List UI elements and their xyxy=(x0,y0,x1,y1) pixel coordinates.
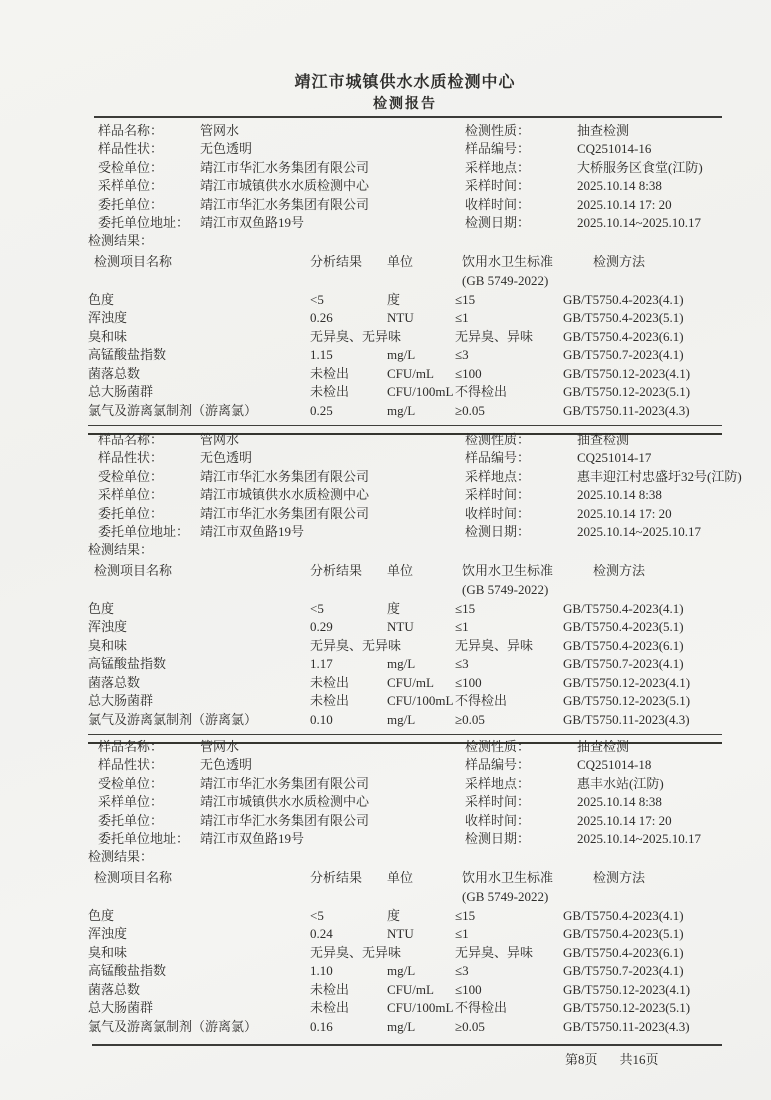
cell-result: <5 xyxy=(310,600,324,616)
cell-result: 0.16 xyxy=(310,1018,333,1034)
results-table xyxy=(88,907,722,1037)
info-value-right: CQ251014-17 xyxy=(577,450,652,466)
cell-standard: ≥0.05 xyxy=(455,1018,485,1034)
results-label: 检测结果： xyxy=(88,233,154,249)
cell-result: 0.29 xyxy=(310,619,333,635)
cell-unit: mg/L xyxy=(387,656,416,672)
cell-result: 未检出 xyxy=(310,693,350,709)
cell-standard: ≤1 xyxy=(455,310,469,326)
column-header-item: 检测项目名称 xyxy=(94,562,173,578)
cell-item-name: 臭和味 xyxy=(88,944,128,960)
column-header-result: 分析结果 xyxy=(310,562,363,578)
info-label-left: 采样单位： xyxy=(98,178,164,194)
info-value-left: 靖江市双鱼路19号 xyxy=(200,215,305,231)
cell-method: GB/T5750.7-2023(4.1) xyxy=(563,347,684,363)
cell-standard: 无异臭、异味 xyxy=(455,637,534,653)
cell-unit: CFU/mL xyxy=(387,981,434,997)
cell-method: GB/T5750.4-2023(6.1) xyxy=(563,328,684,344)
cell-standard: ≤15 xyxy=(455,907,476,923)
info-value-left: 靖江市双鱼路19号 xyxy=(200,831,305,847)
cell-unit xyxy=(387,637,455,656)
cell-method: GB/T5750.12-2023(5.1) xyxy=(563,384,691,400)
cell-method: GB/T5750.11-2023(4.3) xyxy=(563,711,690,727)
cell-standard: ≤15 xyxy=(455,600,476,616)
info-value-right: 2025.10.14~2025.10.17 xyxy=(577,831,702,847)
report-title: 靖江市城镇供水水质检测中心 xyxy=(294,74,516,91)
cell-unit: NTU xyxy=(387,310,414,326)
info-value-left: 靖江市华汇水务集团有限公司 xyxy=(200,775,370,791)
info-value-right: CQ251014-16 xyxy=(577,141,652,157)
table-bottom-rule xyxy=(88,734,722,735)
cell-item-name: 菌落总数 xyxy=(88,981,141,997)
column-header-unit: 单位 xyxy=(387,253,414,269)
cell-standard: ≤1 xyxy=(455,619,469,635)
table-header xyxy=(88,868,722,906)
cell-standard: 不得检出 xyxy=(455,384,508,400)
column-header-item: 检测项目名称 xyxy=(94,253,173,269)
cell-item-name: 浑浊度 xyxy=(88,619,128,635)
info-value-right: 2025.10.14 8:38 xyxy=(577,487,662,503)
column-header-method: 检测方法 xyxy=(593,562,646,578)
standard-title: 饮用水卫生标准 xyxy=(462,562,554,578)
cell-result: 未检出 xyxy=(310,1000,350,1016)
column-header-result: 分析结果 xyxy=(310,253,363,269)
info-value-right: 惠丰水站(江防) xyxy=(577,775,664,791)
info-label-right: 采样时间： xyxy=(465,178,531,194)
cell-item-name: 氯气及游离氯制剂（游离氯） xyxy=(88,402,258,418)
cell-result: 0.26 xyxy=(310,310,333,326)
sample-section-2 xyxy=(88,431,742,744)
report-subtitle: 检测报告 xyxy=(373,97,437,112)
column-header-standard xyxy=(455,561,563,599)
info-value-right: 2025.10.14 8:38 xyxy=(577,178,662,194)
info-label-right: 样品编号： xyxy=(465,141,531,157)
cell-method: GB/T5750.4-2023(4.1) xyxy=(563,907,684,923)
cell-item-name: 氯气及游离氯制剂（游离氯） xyxy=(88,1018,258,1034)
cell-item-name: 高锰酸盐指数 xyxy=(88,656,167,672)
cell-item-name: 色度 xyxy=(88,600,115,616)
cell-item-name: 菌落总数 xyxy=(88,365,141,381)
cell-unit xyxy=(387,328,455,347)
cell-item-name: 色度 xyxy=(88,291,115,307)
cell-method: GB/T5750.4-2023(6.1) xyxy=(563,637,684,653)
info-label-left: 受检单位： xyxy=(98,775,164,791)
cell-standard: ≤3 xyxy=(455,347,469,363)
results-label: 检测结果： xyxy=(88,542,154,558)
cell-method: GB/T5750.7-2023(4.1) xyxy=(563,963,684,979)
info-value-left: 靖江市双鱼路19号 xyxy=(200,524,305,540)
info-value-left: 无色透明 xyxy=(200,757,253,773)
cell-result: 未检出 xyxy=(310,674,350,690)
cell-unit: mg/L xyxy=(387,402,416,418)
cell-unit: 度 xyxy=(387,600,401,616)
cell-unit: CFU/mL xyxy=(387,365,434,381)
cell-result: 0.25 xyxy=(310,402,333,418)
info-label-left: 样品性状： xyxy=(98,141,164,157)
standard-note: (GB 5749-2022) xyxy=(462,272,549,288)
info-value-left: 靖江市华汇水务集团有限公司 xyxy=(200,196,370,212)
cell-result: 0.10 xyxy=(310,711,333,727)
info-value-right: 抽查检测 xyxy=(577,123,630,138)
cell-standard: ≤15 xyxy=(455,291,476,307)
cell-result: 0.24 xyxy=(310,926,333,942)
cell-standard: ≤3 xyxy=(455,656,469,672)
info-value-right: 2025.10.14 17: 20 xyxy=(577,812,672,828)
info-value-right: 2025.10.14~2025.10.17 xyxy=(577,524,702,540)
cell-item-name: 总大肠菌群 xyxy=(88,1000,154,1016)
sample-section-3 xyxy=(88,738,722,1036)
info-label-left: 委托单位： xyxy=(98,812,164,828)
info-label-right: 收样时间： xyxy=(465,812,531,828)
cell-item-name: 色度 xyxy=(88,907,115,923)
info-value-left: 管网水 xyxy=(200,739,240,754)
cell-result: 1.15 xyxy=(310,347,333,363)
cell-unit: mg/L xyxy=(387,963,416,979)
cell-standard: 不得检出 xyxy=(455,693,508,709)
info-value-right: 2025.10.14~2025.10.17 xyxy=(577,215,702,231)
cell-result: 未检出 xyxy=(310,365,350,381)
cell-item-name: 氯气及游离氯制剂（游离氯） xyxy=(88,711,258,727)
cell-item-name: 臭和味 xyxy=(88,637,128,653)
info-label-right: 检测日期： xyxy=(465,215,531,231)
info-label-left: 样品性状： xyxy=(98,757,164,773)
info-label-left: 委托单位地址： xyxy=(98,215,190,231)
cell-result: <5 xyxy=(310,907,324,923)
info-label-right: 检测日期： xyxy=(465,831,531,847)
column-header-item: 检测项目名称 xyxy=(94,869,173,885)
page-number: 第8页 xyxy=(565,1052,598,1067)
cell-result: 无异臭、无异味 xyxy=(310,944,402,960)
info-value-left: 靖江市华汇水务集团有限公司 xyxy=(200,812,370,828)
info-label-left: 委托单位： xyxy=(98,505,164,521)
cell-method: GB/T5750.4-2023(4.1) xyxy=(563,291,684,307)
cell-unit: CFU/100mL xyxy=(387,1000,454,1016)
standard-title: 饮用水卫生标准 xyxy=(462,869,554,885)
table-header xyxy=(88,252,722,290)
cell-unit: CFU/100mL xyxy=(387,384,454,400)
info-label-right: 采样时间： xyxy=(465,487,531,503)
standard-title: 饮用水卫生标准 xyxy=(462,253,554,269)
column-header-unit: 单位 xyxy=(387,869,414,885)
column-header-unit: 单位 xyxy=(387,562,414,578)
info-label-left: 采样单位： xyxy=(98,487,164,503)
info-value-right: 惠丰迎江村忠盛圩32号(江防) xyxy=(577,468,742,484)
sample-section-1 xyxy=(88,122,722,435)
cell-standard: ≤1 xyxy=(455,926,469,942)
cell-result: 无异臭、无异味 xyxy=(310,637,402,653)
info-value-left: 管网水 xyxy=(200,123,240,138)
info-value-right: 2025.10.14 17: 20 xyxy=(577,196,672,212)
cell-result: 无异臭、无异味 xyxy=(310,328,402,344)
sample-info-grid xyxy=(88,122,722,232)
cell-method: GB/T5750.4-2023(5.1) xyxy=(563,926,684,942)
results-table xyxy=(88,600,722,730)
info-label-right: 样品编号： xyxy=(465,450,531,466)
info-value-left: 靖江市华汇水务集团有限公司 xyxy=(200,468,370,484)
info-label-left: 样品性状： xyxy=(98,450,164,466)
cell-result: 未检出 xyxy=(310,981,350,997)
info-label-left: 委托单位地址： xyxy=(98,524,190,540)
cell-result: 1.10 xyxy=(310,963,333,979)
column-header-standard xyxy=(455,868,563,906)
info-value-left: 靖江市城镇供水水质检测中心 xyxy=(200,178,370,194)
page-total: 共16页 xyxy=(619,1052,659,1067)
cell-item-name: 菌落总数 xyxy=(88,674,141,690)
cell-unit: mg/L xyxy=(387,711,416,727)
results-label: 检测结果： xyxy=(88,849,154,865)
cell-method: GB/T5750.4-2023(4.1) xyxy=(563,600,684,616)
cell-unit xyxy=(387,944,455,963)
cell-result: <5 xyxy=(310,291,324,307)
footer-divider xyxy=(92,1044,722,1046)
cell-standard: 不得检出 xyxy=(455,1000,508,1016)
info-label-left: 受检单位： xyxy=(98,159,164,175)
standard-note: (GB 5749-2022) xyxy=(462,888,549,904)
cell-item-name: 浑浊度 xyxy=(88,926,128,942)
info-value-left: 管网水 xyxy=(200,432,240,447)
standard-note: (GB 5749-2022) xyxy=(462,581,549,597)
info-value-right: 抽查检测 xyxy=(577,432,630,447)
info-label-right: 采样地点： xyxy=(465,775,531,791)
cell-method: GB/T5750.4-2023(5.1) xyxy=(563,619,684,635)
info-value-left: 靖江市华汇水务集团有限公司 xyxy=(200,505,370,521)
cell-unit: mg/L xyxy=(387,1018,416,1034)
cell-method: GB/T5750.4-2023(5.1) xyxy=(563,310,684,326)
title-divider xyxy=(94,116,722,118)
table-header xyxy=(88,561,722,599)
cell-unit: NTU xyxy=(387,619,414,635)
cell-item-name: 总大肠菌群 xyxy=(88,384,154,400)
column-header-method: 检测方法 xyxy=(593,869,646,885)
info-value-right: 2025.10.14 8:38 xyxy=(577,794,662,810)
report-header xyxy=(88,72,722,118)
cell-standard: 无异臭、异味 xyxy=(455,328,534,344)
info-label-right: 收样时间： xyxy=(465,196,531,212)
cell-unit: 度 xyxy=(387,907,401,923)
info-value-left: 靖江市城镇供水水质检测中心 xyxy=(200,794,370,810)
cell-item-name: 浑浊度 xyxy=(88,310,128,326)
cell-standard: 无异臭、异味 xyxy=(455,944,534,960)
cell-result: 1.17 xyxy=(310,656,333,672)
cell-method: GB/T5750.12-2023(4.1) xyxy=(563,981,691,997)
cell-unit: NTU xyxy=(387,926,414,942)
column-header-standard xyxy=(455,252,563,290)
info-label-left: 样品名称： xyxy=(98,123,164,138)
cell-standard: ≤3 xyxy=(455,963,469,979)
info-label-left: 采样单位： xyxy=(98,794,164,810)
cell-result: 未检出 xyxy=(310,384,350,400)
cell-item-name: 臭和味 xyxy=(88,328,128,344)
page-footer xyxy=(565,1051,659,1069)
info-label-right: 检测日期： xyxy=(465,524,531,540)
column-header-method: 检测方法 xyxy=(593,253,646,269)
info-value-right: 2025.10.14 17: 20 xyxy=(577,505,672,521)
cell-unit: mg/L xyxy=(387,347,416,363)
cell-standard: ≤100 xyxy=(455,674,482,690)
info-label-right: 收样时间： xyxy=(465,505,531,521)
info-label-left: 样品名称： xyxy=(98,739,164,754)
cell-standard: ≥0.05 xyxy=(455,402,485,418)
info-label-left: 样品名称： xyxy=(98,432,164,447)
cell-method: GB/T5750.11-2023(4.3) xyxy=(563,402,690,418)
results-table xyxy=(88,291,722,421)
cell-method: GB/T5750.12-2023(5.1) xyxy=(563,693,691,709)
info-value-left: 无色透明 xyxy=(200,141,253,157)
cell-unit: 度 xyxy=(387,291,401,307)
info-label-right: 检测性质： xyxy=(465,123,531,138)
table-bottom-rule xyxy=(88,425,722,426)
info-value-left: 无色透明 xyxy=(200,450,253,466)
info-label-right: 样品编号： xyxy=(465,757,531,773)
cell-unit: CFU/mL xyxy=(387,674,434,690)
info-label-right: 采样地点： xyxy=(465,468,531,484)
sample-info-grid xyxy=(88,738,722,848)
info-label-left: 受检单位： xyxy=(98,468,164,484)
column-header-result: 分析结果 xyxy=(310,869,363,885)
cell-standard: ≥0.05 xyxy=(455,711,485,727)
cell-method: GB/T5750.12-2023(5.1) xyxy=(563,1000,691,1016)
cell-item-name: 高锰酸盐指数 xyxy=(88,963,167,979)
info-value-right: CQ251014-18 xyxy=(577,757,652,773)
info-label-right: 检测性质： xyxy=(465,739,531,754)
cell-standard: ≤100 xyxy=(455,981,482,997)
info-value-right: 大桥服务区食堂(江防) xyxy=(577,159,703,175)
info-label-right: 采样地点： xyxy=(465,159,531,175)
sample-info-grid xyxy=(88,431,742,541)
info-label-left: 委托单位： xyxy=(98,196,164,212)
cell-method: GB/T5750.7-2023(4.1) xyxy=(563,656,684,672)
info-value-left: 靖江市城镇供水水质检测中心 xyxy=(200,487,370,503)
info-label-left: 委托单位地址： xyxy=(98,831,190,847)
cell-method: GB/T5750.11-2023(4.3) xyxy=(563,1018,690,1034)
cell-standard: ≤100 xyxy=(455,365,482,381)
cell-method: GB/T5750.4-2023(6.1) xyxy=(563,944,684,960)
info-label-right: 采样时间： xyxy=(465,794,531,810)
info-label-right: 检测性质： xyxy=(465,432,531,447)
cell-method: GB/T5750.12-2023(4.1) xyxy=(563,674,691,690)
cell-item-name: 高锰酸盐指数 xyxy=(88,347,167,363)
cell-item-name: 总大肠菌群 xyxy=(88,693,154,709)
info-value-right: 抽查检测 xyxy=(577,739,630,754)
cell-unit: CFU/100mL xyxy=(387,693,454,709)
info-value-left: 靖江市华汇水务集团有限公司 xyxy=(200,159,370,175)
cell-method: GB/T5750.12-2023(4.1) xyxy=(563,365,691,381)
